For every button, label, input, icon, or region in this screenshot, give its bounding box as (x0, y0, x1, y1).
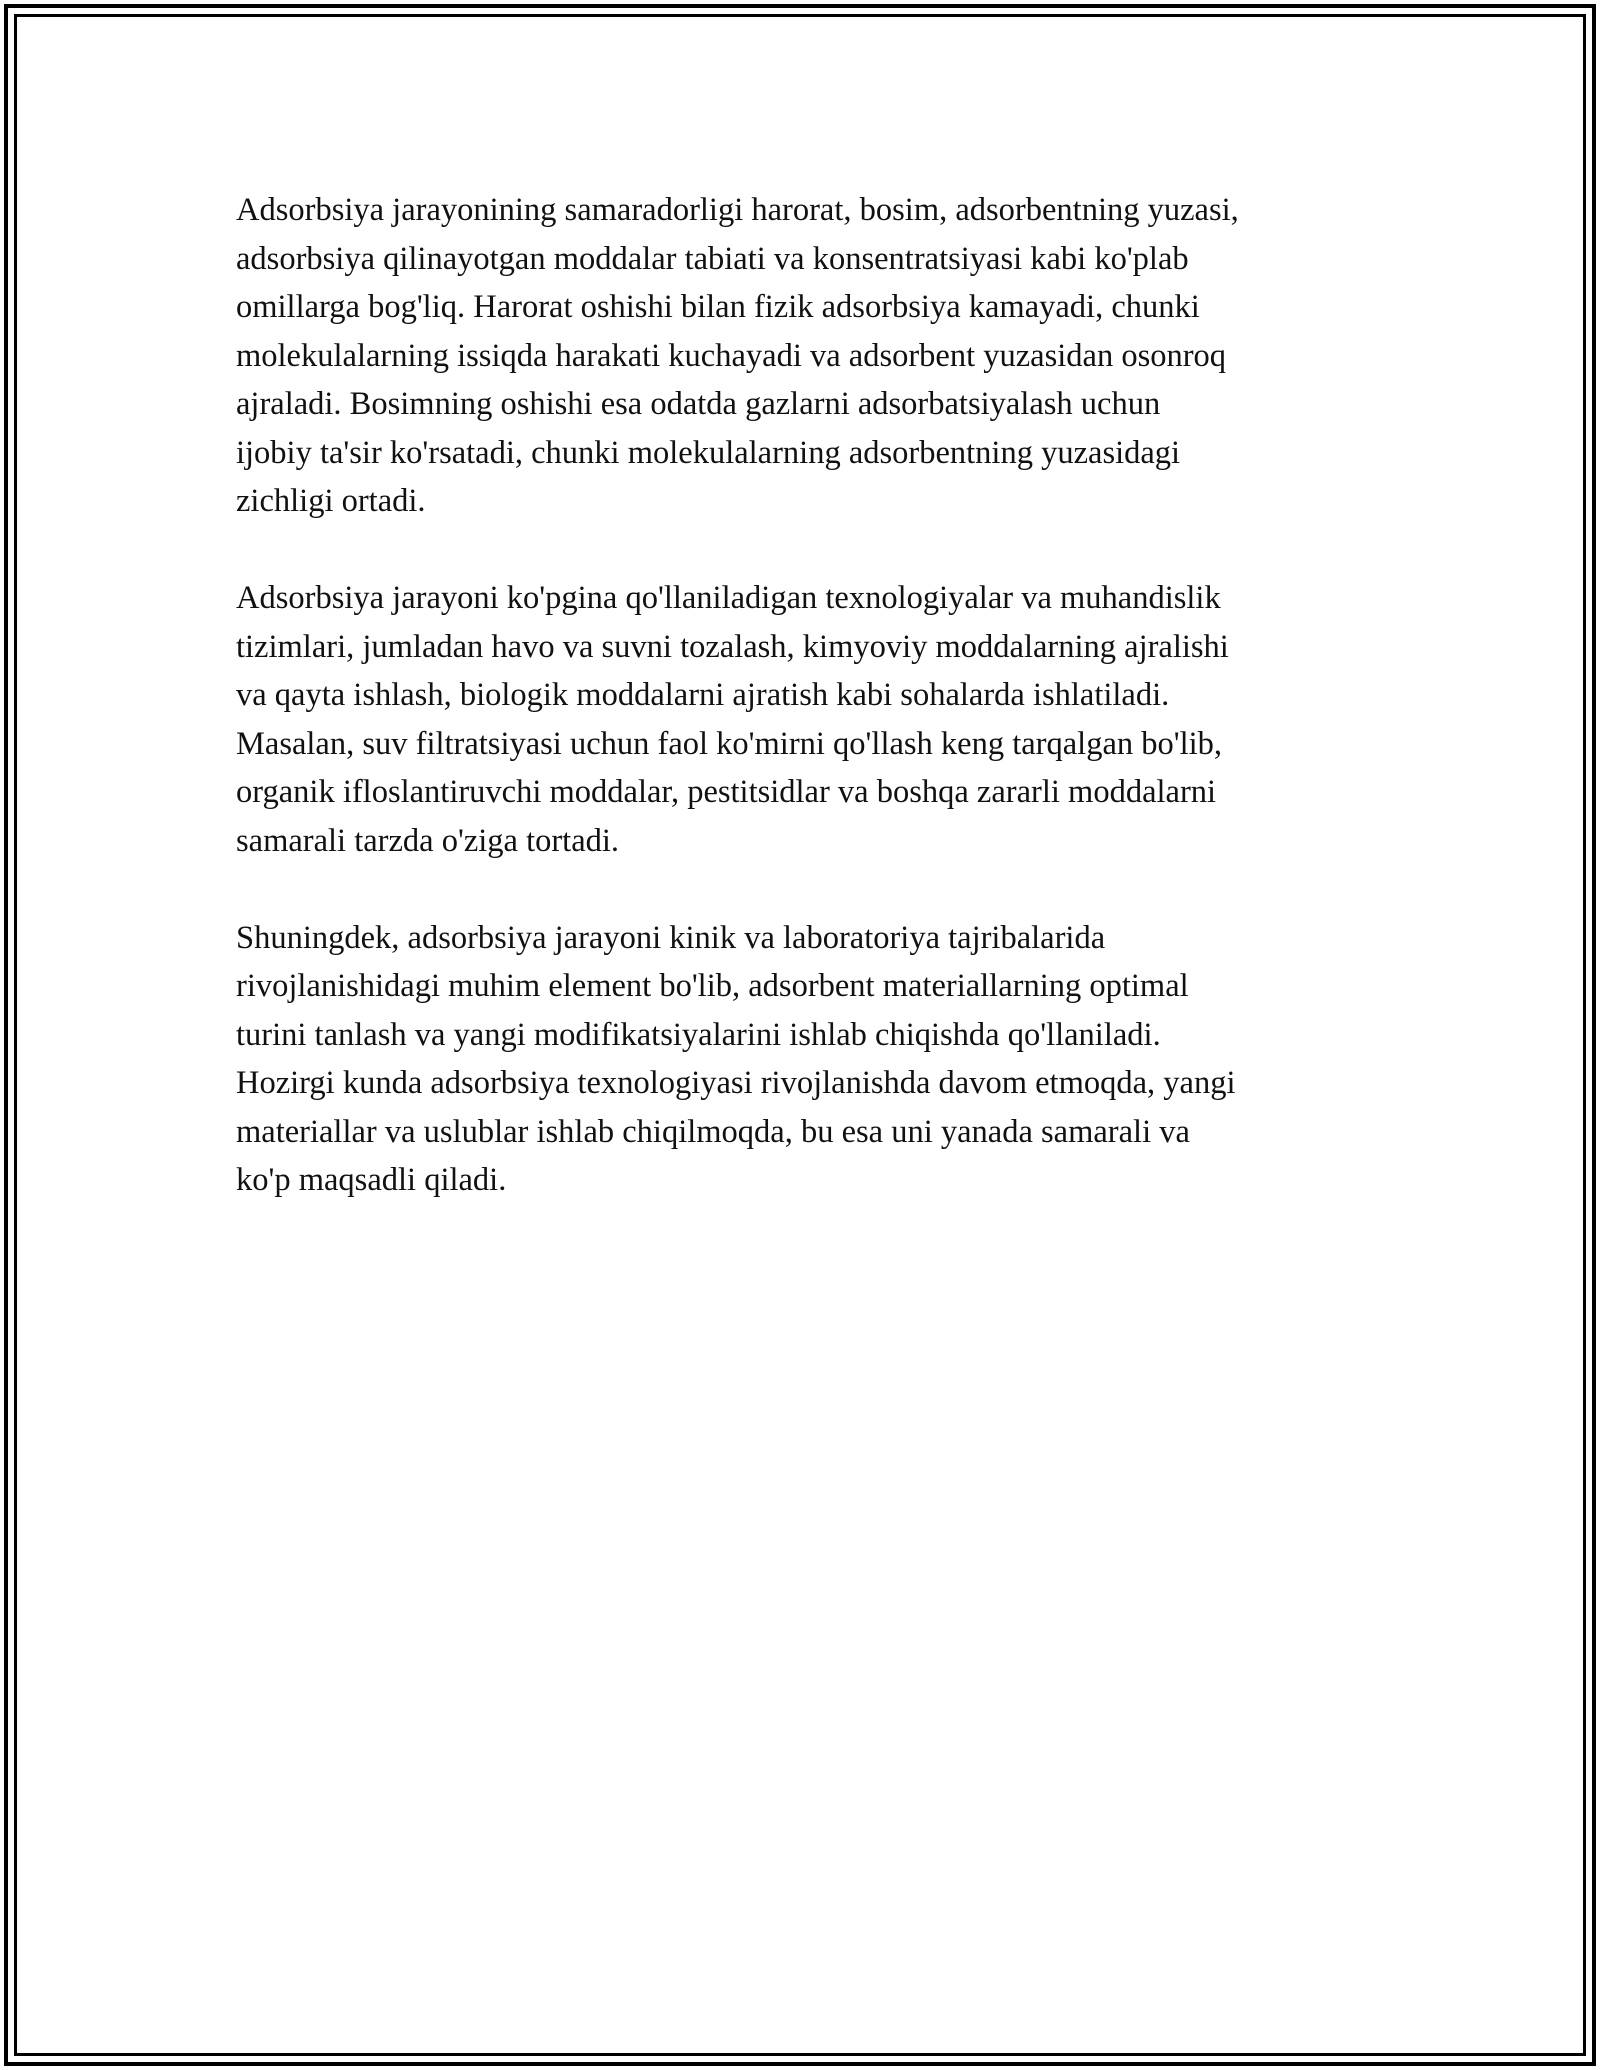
text-line: Adsorbsiya jarayoni ko'pgina qo'llaniladigan texnologiyalar va muhandislik (236, 580, 1221, 616)
text-line: adsorbsiya qilinayotgan moddalar tabiati va konsentratsiyasi kabi ko'plab (236, 240, 1189, 277)
text-line: turini tanlash va yangi modifikatsiyalarini ishlab chiqishda qo'llaniladi. (236, 1016, 1161, 1053)
text-line: ijobiy ta'sir ko'rsatadi, chunki molekulalarning adsorbentning yuzasidagi (236, 434, 1181, 471)
document-body (236, 186, 1366, 1253)
text-line: va qayta ishlash, biologik moddalarni ajratish kabi sohalarda ishlatiladi. (236, 677, 1170, 713)
paragraph-1 (236, 186, 1366, 526)
text-line: tizimlari, jumladan havo va suvni tozalash, kimyoviy moddalarning ajralishi (236, 628, 1229, 665)
text-line: Shuningdek, adsorbsiya jarayoni kinik va laboratoriya tajribalarida (236, 919, 1106, 956)
text-line: molekulalarning issiqda harakati kuchayadi va adsorbent yuzasidan osonroq (236, 337, 1227, 374)
text-line: rivojlanishidagi muhim element bo'lib, adsorbent materiallarning optimal (236, 968, 1189, 1004)
text-line: samarali tarzda o'ziga tortadi. (236, 822, 620, 859)
text-line: materiallar va uslublar ishlab chiqilmoqda, bu esa uni yanada samarali va (236, 1113, 1190, 1150)
text-line: Hozirgi kunda adsorbsiya texnologiyasi rivojlanishda davom etmoqda, yangi (236, 1065, 1236, 1101)
text-line: Adsorbsiya jarayonining samaradorligi harorat, bosim, adsorbentning yuzasi, (236, 192, 1239, 228)
text-line: ko'p maqsadli qiladi. (236, 1162, 507, 1198)
paragraph-3 (236, 914, 1366, 1205)
text-line: omillarga bog'liq. Harorat oshishi bilan fizik adsorbsiya kamayadi, chunki (236, 289, 1200, 325)
text-line: organik ifloslantiruvchi moddalar, pestitsidlar va boshqa zararli moddalarni (236, 774, 1217, 810)
text-line: ajraladi. Bosimning oshishi esa odatda gazlarni adsorbatsiyalash uchun (236, 386, 1161, 422)
paragraph-2 (236, 574, 1366, 865)
text-line: zichligi ortadi. (236, 483, 426, 519)
text-line: Masalan, suv filtratsiyasi uchun faol ko'mirni qo'llash keng tarqalgan bo'lib, (236, 725, 1223, 762)
